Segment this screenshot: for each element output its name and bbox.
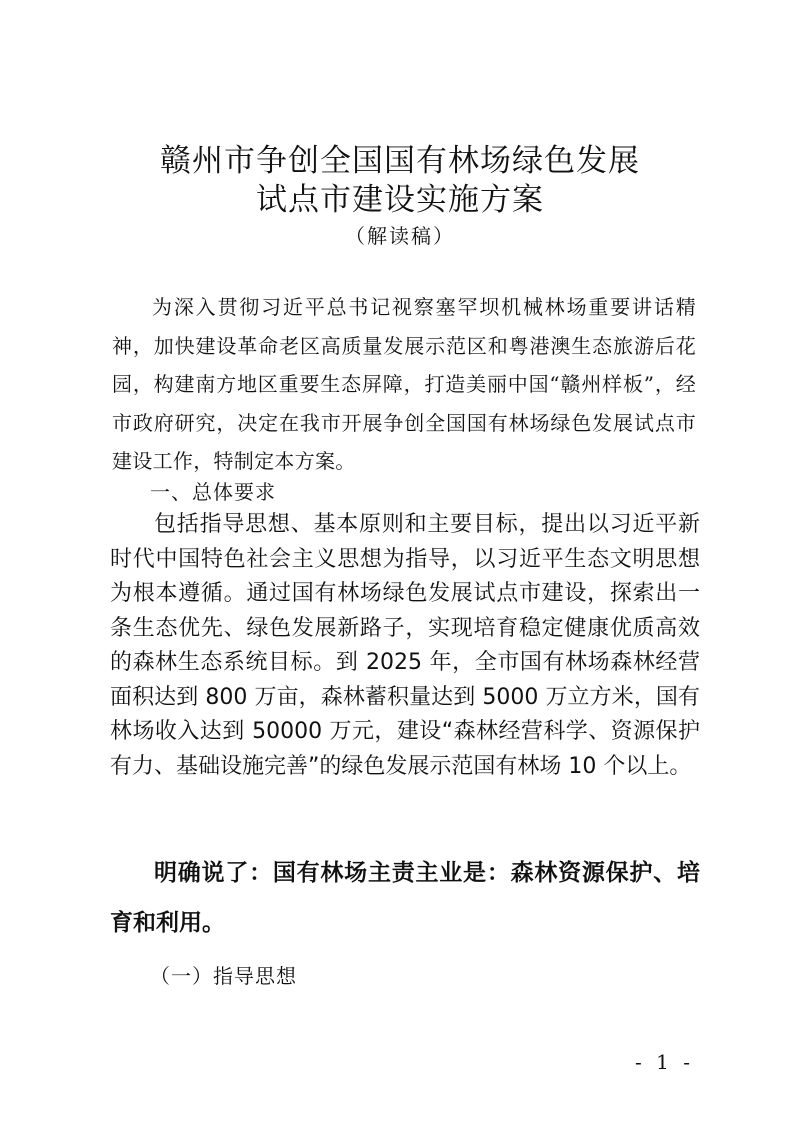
highlight-statement: 明确说了：国有林场主责主业是：森林资源保护、培育和利用。 xyxy=(110,860,700,936)
section-1-body: 包括指导思想、基本原则和主要目标，提出以习近平新时代中国特色社会主义思想为指导，以习近平生态文明思想为根本遵循。通过国有林场绿色发展试点市建设，探索出一条生态优先、绿色发展新路子，实现培育稳定健康优质高效的森林生态系统目标。到 2025 年，全市国有林场森林经营面积达到 800 万亩，森林蓄积量达到 5000 万立方米，国有林场收入达到 50000 万元，建设“森林经营科学、资源保护有力、基础设施完善”的绿色发展示范国有林场 10 个以上。 xyxy=(110,512,700,779)
intro-paragraph: 为深入贯彻习近平总书记视察塞罕坝机械林场重要讲话精神，加快建设革命老区高质量发展示范区和粤港澳生态旅游后花园，构建南方地区重要生态屏障，打造美丽中国“赣州样板”，经市政府研究，决定在我市开展争创全国国有林场绿色发展试点市建设工作，特制定本方案。 xyxy=(112,295,696,473)
document-title-line-2: 试点市建设实施方案 xyxy=(256,182,544,218)
subsection-1-heading: （一）指导思想 xyxy=(150,964,297,988)
section-1-heading: 一、总体要求 xyxy=(150,480,276,504)
document-subtitle: （解读稿） xyxy=(345,224,455,248)
page-number: - 1 - xyxy=(635,1050,694,1074)
document-title-line-1: 赣州市争创全国国有林场绿色发展 xyxy=(160,143,640,179)
